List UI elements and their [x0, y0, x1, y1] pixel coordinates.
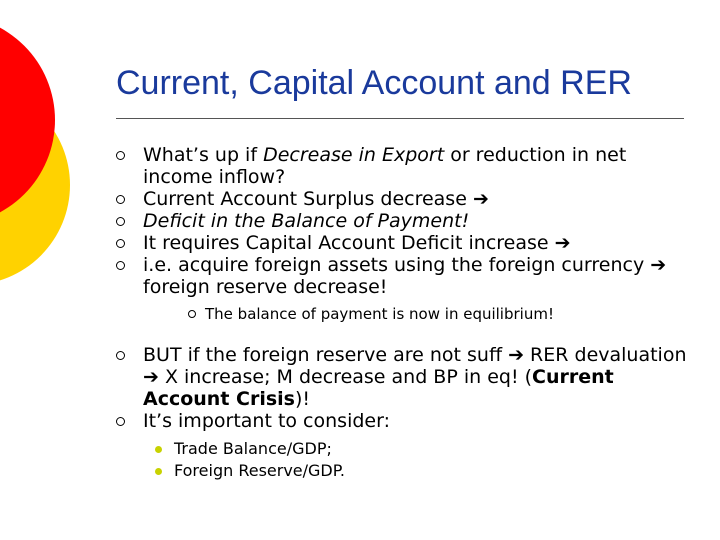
slide-body: [116, 144, 696, 482]
hollow-circle-icon: [116, 351, 125, 360]
bullet-item: What’s up if Decrease in Export or reduction in net income inflow?: [116, 144, 696, 188]
arrow-icon: ➔: [143, 366, 159, 388]
hollow-circle-icon: [188, 310, 196, 318]
bullet-item: Current Account Surplus decrease ➔: [116, 188, 696, 210]
arrow-icon: ➔: [554, 232, 571, 254]
title-divider: [116, 118, 684, 119]
hollow-circle-icon: [116, 239, 125, 248]
arrow-icon: ➔: [508, 344, 525, 366]
hollow-circle-icon: [116, 261, 125, 270]
sub-list-item: Trade Balance/GDP;: [116, 438, 696, 460]
hollow-circle-icon: [116, 217, 125, 226]
arrow-icon: ➔: [472, 188, 489, 210]
filled-dot-icon: [155, 468, 162, 475]
arrow-icon: ➔: [650, 254, 667, 276]
sub-bullet-item: The balance of payment is now in equilibrium!: [116, 304, 696, 324]
decorative-circles: [0, 0, 120, 320]
bullet-item: It requires Capital Account Deficit increase ➔: [116, 232, 696, 254]
bullet-item: i.e. acquire foreign assets using the foreign currency ➔ foreign reserve decrease!: [116, 254, 696, 298]
bullet-item: BUT if the foreign reserve are not suff ➔ RER devaluation ➔ X increase; M decrease and BP in eq! (Current Account Crisis)!: [116, 344, 696, 410]
hollow-circle-icon: [116, 151, 125, 160]
filled-dot-icon: [155, 446, 162, 453]
bullet-item: It’s important to consider:: [116, 410, 696, 432]
sub-list-item: Foreign Reserve/GDP.: [116, 460, 696, 482]
hollow-circle-icon: [116, 195, 125, 204]
hollow-circle-icon: [116, 417, 125, 426]
slide-title: Current, Capital Account and RER: [116, 64, 632, 102]
bullet-item: Deficit in the Balance of Payment!: [116, 210, 696, 232]
